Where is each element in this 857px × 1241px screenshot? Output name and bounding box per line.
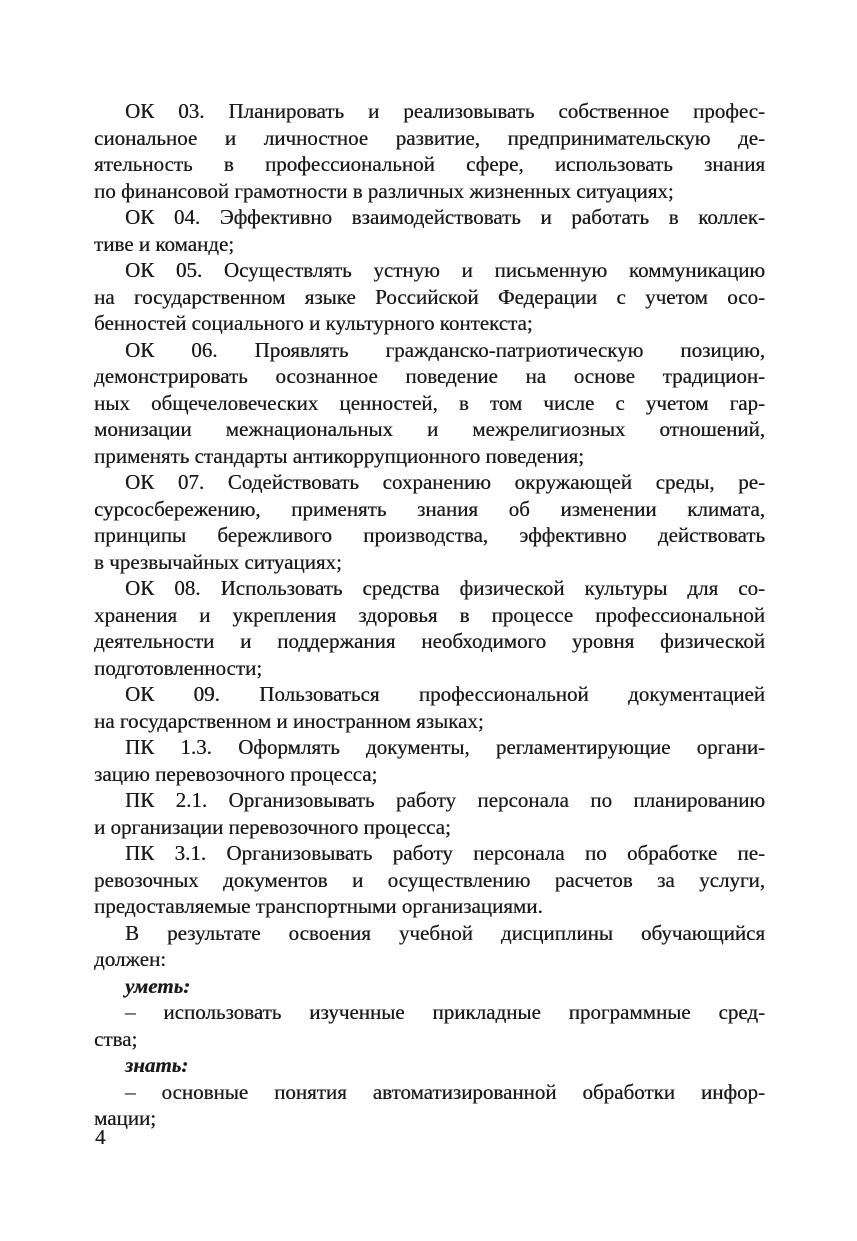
text-line: ОК 09. Пользоваться профессиональной документацией xyxy=(125,682,765,706)
text-line: мации; xyxy=(94,1106,157,1130)
text-line: ревозочных документов и осуществлению расчетов за услуги, xyxy=(94,867,765,892)
paragraph xyxy=(94,787,765,840)
text-line: тиве и команде; xyxy=(94,231,235,256)
paragraph xyxy=(94,1052,765,1079)
paragraph xyxy=(94,337,765,470)
paragraph xyxy=(94,681,765,734)
text-line: ОК 04. Эффективно взаимодействовать и работать в коллек- xyxy=(125,205,765,229)
text-line: ПК 1.3. Оформлять документы, регламентирующие органи- xyxy=(125,735,765,759)
text-line: монизации межнациональных и межрелигиозных отношений, xyxy=(94,417,765,441)
text-line: в чрезвычайных ситуациях; xyxy=(94,549,342,574)
text-line: ОК 03. Планировать и реализовывать собственное профес- xyxy=(125,99,765,123)
paragraph xyxy=(94,999,765,1052)
text-line: сиональное и личностное развитие, предпринимательскую де- xyxy=(94,125,765,150)
text-line: ОК 05. Осуществлять устную и письменную коммуникацию xyxy=(125,258,765,282)
text-line: знать: xyxy=(125,1053,189,1077)
text-line: сурсосбережению, применять знания об изменении климата, xyxy=(94,496,765,521)
text-line: ПК 3.1. Организовывать работу персонала по обработке пе- xyxy=(125,841,765,865)
text-line: В результате освоения учебной дисциплины обучающийся xyxy=(125,920,765,945)
text-block xyxy=(94,98,765,1132)
text-line: ятельность в профессиональной сфере, использовать знания xyxy=(94,152,765,176)
text-line: и организации перевозочного процесса; xyxy=(94,814,451,839)
page-number: 4 xyxy=(95,1125,106,1149)
paragraph xyxy=(94,1079,765,1132)
paragraph xyxy=(94,840,765,920)
paragraph xyxy=(94,469,765,575)
text-line: по финансовой грамотности в различных жизненных ситуациях; xyxy=(94,178,674,203)
paragraph xyxy=(94,204,765,257)
text-line: применять стандарты антикоррупционного поведения; xyxy=(94,443,584,468)
paragraph xyxy=(94,98,765,204)
text-line: ОК 06. Проявлять гражданско-патриотическую позицию, xyxy=(125,337,765,362)
text-line: деятельности и поддержания необходимого уровня физической xyxy=(94,629,765,653)
text-line: уметь: xyxy=(125,973,191,998)
paragraph xyxy=(94,920,765,973)
text-line: бенностей социального и культурного контекста; xyxy=(94,311,533,335)
text-line: – основные понятия автоматизированной обработки инфор- xyxy=(125,1079,765,1104)
text-line: демонстрировать осознанное поведение на основе традицион- xyxy=(94,364,765,388)
paragraph xyxy=(94,734,765,787)
paragraph xyxy=(94,257,765,337)
text-line: подготовленности; xyxy=(94,655,263,680)
text-line: ОК 08. Использовать средства физической культуры для со- xyxy=(125,576,765,600)
text-line: – использовать изученные прикладные программные сред- xyxy=(125,1000,765,1024)
text-line: на государственном и иностранном языках; xyxy=(94,708,484,733)
text-line: зацию перевозочного процесса; xyxy=(94,761,378,786)
text-line: ства; xyxy=(94,1026,138,1051)
text-line: ПК 2.1. Организовывать работу персонала по планированию xyxy=(125,788,765,812)
text-line: ных общечеловеческих ценностей, в том числе с учетом гар- xyxy=(94,390,765,415)
text-line: должен: xyxy=(94,947,167,971)
paragraph xyxy=(94,973,765,1000)
text-line: предоставляемые транспортными организациями. xyxy=(94,894,543,918)
text-line: хранения и укрепления здоровья в процессе профессиональной xyxy=(94,602,765,627)
paragraph xyxy=(94,575,765,681)
text-line: принципы бережливого производства, эффективно действовать xyxy=(94,523,765,547)
text-line: на государственном языке Российской Федерации с учетом осо- xyxy=(94,284,765,309)
text-line: ОК 07. Содействовать сохранению окружающей среды, ре- xyxy=(125,470,765,494)
